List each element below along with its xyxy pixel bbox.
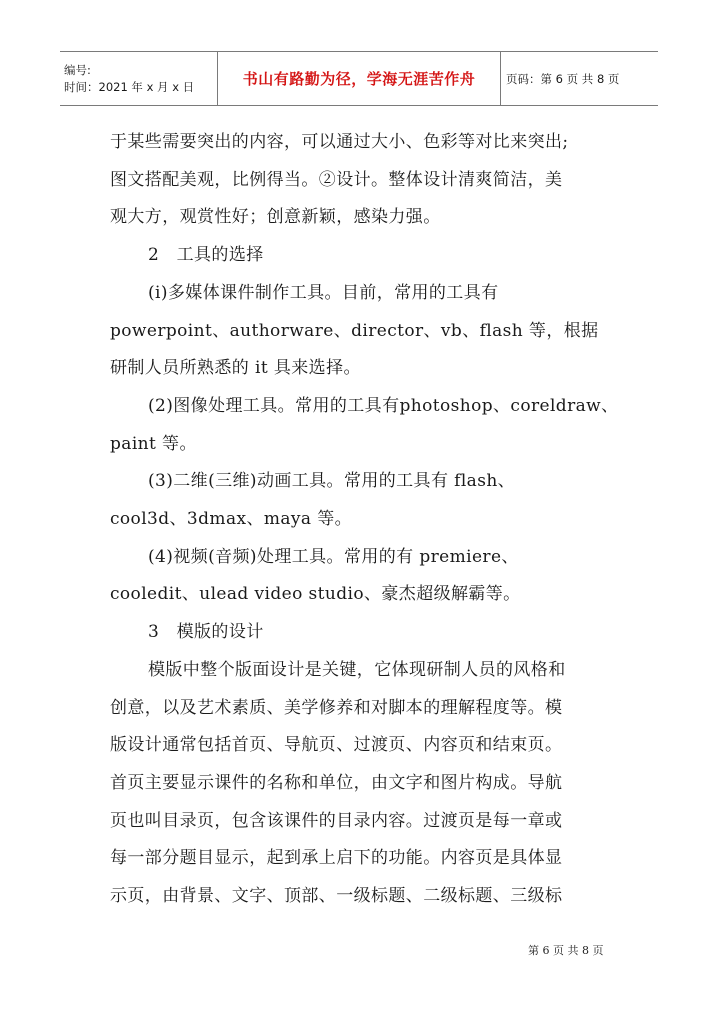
body-line: 创意，以及艺术素质、美学修养和对脚本的理解程度等。模 <box>110 697 563 718</box>
body-line: paint 等。 <box>110 433 197 454</box>
body-line: powerpoint、authorware、director、vb、flash 等，根据 <box>110 320 599 341</box>
document-body <box>110 124 630 916</box>
body-line: 模版中整个版面设计是关键，它体现研制人员的风格和 <box>148 659 566 680</box>
body-line: cooledit、ulead video studio、豪杰超级解霸等。 <box>110 584 521 605</box>
document-number-label: 编号: <box>64 62 91 77</box>
body-line: 研制人员所熟悉的 it 具来选择。 <box>110 358 361 379</box>
header-page-info-cell <box>501 52 658 105</box>
body-line: 于某些需要突出的内容，可以通过大小、色彩等对比来突出; <box>110 132 569 152</box>
body-line: (2)图像处理工具。常用的工具有photoshop、coreldraw、 <box>148 395 619 416</box>
body-line: 版设计通常包括首页、导航页、过渡页、内容页和结束页。 <box>110 735 563 756</box>
body-line: cool3d、3dmax、maya 等。 <box>110 509 353 530</box>
header-page-info: 页码：第 6 页 共 8 页 <box>506 71 620 86</box>
body-line: (i)多媒体课件制作工具。目前，常用的工具有 <box>148 282 499 303</box>
section-heading: 2 工具的选择 <box>148 245 264 266</box>
page-footer: 第 6 页 共 8 页 <box>528 944 604 957</box>
body-line: (4)视频(音频)处理工具。常用的有 premiere、 <box>148 546 519 567</box>
page-header <box>60 51 658 106</box>
header-motto: 书山有路勤为径，学海无涯苦作舟 <box>242 70 476 88</box>
body-line: 示页，由背景、文字、顶部、一级标题、二级标题、三级标 <box>110 886 563 907</box>
section-heading: 3 模版的设计 <box>148 622 264 643</box>
body-line: 观大方，观赏性好；创意新颖，感染力强。 <box>110 207 441 228</box>
body-line: 页也叫目录页，包含该课件的目录内容。过渡页是每一章或 <box>110 810 563 831</box>
header-motto-cell <box>217 52 501 105</box>
document-date: 时间：2021 年 x 月 x 日 <box>64 79 195 94</box>
body-line: 每一部分题目显示，起到承上启下的功能。内容页是具体显 <box>110 848 563 869</box>
header-meta <box>60 52 217 105</box>
body-line: 图文搭配美观，比例得当。②设计。整体设计清爽简洁，美 <box>110 169 563 190</box>
body-line: 首页主要显示课件的名称和单位，由文字和图片构成。导航 <box>110 772 563 793</box>
body-line: (3)二维(三维)动画工具。常用的工具有 flash、 <box>148 471 516 492</box>
